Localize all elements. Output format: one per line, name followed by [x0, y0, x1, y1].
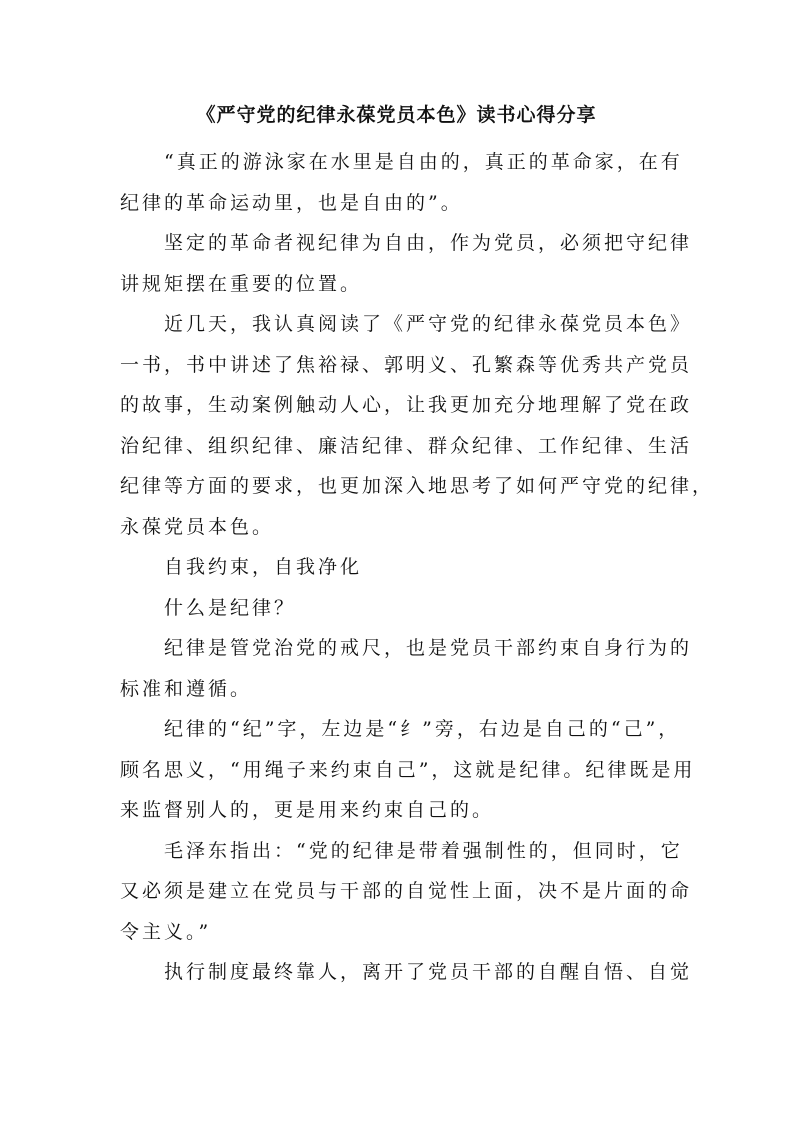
- text-line-14: 标准和遵循。: [120, 677, 253, 700]
- text-line-3: 坚定的革命者视纪律为自由，作为党员，必须把守纪律: [164, 232, 693, 254]
- text-line-13: 纪律是管党治党的戒尺，也是党员干部约束自身行为的: [164, 637, 693, 659]
- text-line-2: 纪律的革命运动里，也是自由的”。: [120, 191, 463, 214]
- text-line-21: 执行制度最终靠人，离开了党员干部的自醒自悟、自觉: [164, 961, 693, 983]
- text-line-7: 的故事，生动案例触动人心，让我更加充分地理解了党在政: [120, 394, 693, 416]
- quote-line-3: 令主义。”: [120, 920, 212, 943]
- question-line: 什么是纪律？: [164, 596, 297, 619]
- section-heading: 自我约束，自我净化: [164, 556, 363, 578]
- quote-line-1: 毛泽东指出：“党的纪律是带着强制性的，但同时，它: [164, 839, 683, 862]
- text-line-15: 纪律的“纪”字，左边是“纟”旁，右边是自己的“己”，: [164, 718, 681, 740]
- text-line-1: “真正的游泳家在水里是自由的，真正的革命家，在有: [164, 151, 683, 173]
- document-title: 《严守党的纪律永葆党员本色》读书心得分享: [196, 104, 597, 126]
- text-line-9: 纪律等方面的要求，也更加深入地思考了如何严守党的纪律，: [120, 475, 715, 497]
- text-line-4: 讲规矩摆在重要的位置。: [120, 272, 363, 295]
- text-line-6: 一书，书中讲述了焦裕禄、郭明义、孔繁森等优秀共产党员: [120, 353, 693, 376]
- text-line-8: 治纪律、组织纪律、廉洁纪律、群众纪律、工作纪律、生活: [120, 434, 693, 457]
- text-line-10: 永葆党员本色。: [120, 515, 275, 538]
- text-line-17: 来监督别人的，更是用来约束自己的。: [120, 799, 495, 821]
- quote-line-2: 又必须是建立在党员与干部的自觉性上面，决不是片面的命: [120, 880, 693, 902]
- text-line-16: 顾名思义，“用绳子来约束自己”，这就是纪律。纪律既是用: [120, 758, 696, 781]
- text-line-5: 近几天，我认真阅读了《严守党的纪律永葆党员本色》: [164, 313, 693, 335]
- document-body: [120, 142, 715, 993]
